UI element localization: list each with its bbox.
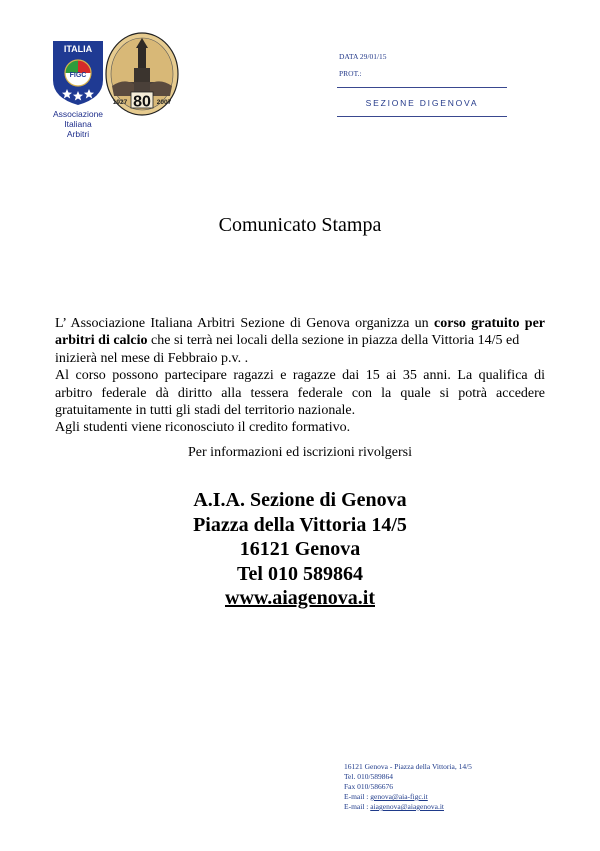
info-line: Per informazioni ed iscrizioni rivolgersi <box>188 445 412 460</box>
address-block <box>0 488 600 611</box>
assoc-line-3: Arbitri <box>66 129 90 139</box>
footer-tel: Tel. 010/589864 <box>344 772 394 781</box>
prot-label: PROT.: <box>339 69 362 78</box>
p1-lead: L’ Associazione Italiana Arbitri Sezione di Genova organizza un <box>55 316 429 331</box>
footer-email-label: E-mail : <box>344 802 369 811</box>
footer-email-row <box>344 802 564 812</box>
paragraph-course <box>55 315 545 350</box>
p1-tail: che si terrà nei locali della sezione in piazza della Vittoria 14/5 ed <box>151 333 520 349</box>
footer-email-link[interactable]: aiagenova@aiagenova.it <box>370 802 444 811</box>
footer-contacts <box>344 762 564 812</box>
aia-italia-logo <box>52 40 104 106</box>
header-divider <box>337 87 507 88</box>
header-divider <box>337 116 507 117</box>
p2-line-3: gratuitamente in tutti gli stadi del territorio nazionale. <box>55 403 356 419</box>
year-end: 2007 <box>156 99 172 106</box>
page-title: Comunicato Stampa <box>218 214 382 236</box>
date-label: DATA 29/01/15 <box>339 52 387 61</box>
italia-label: ITALIA <box>63 44 93 54</box>
anniversary-80-logo <box>104 32 180 116</box>
p1-bold-b: arbitri di calcio <box>55 333 148 349</box>
footer-email-link[interactable]: genova@aia-figc.it <box>370 792 428 801</box>
footer-email-label: E-mail : <box>344 792 369 801</box>
address-phone: Tel 010 589864 <box>237 562 363 585</box>
p1-bold-a: corso gratuito per <box>434 316 545 331</box>
anniversary-number: 80 <box>133 93 151 111</box>
website-link[interactable]: www.aiagenova.it <box>225 587 375 609</box>
year-start: 1927 <box>112 99 128 106</box>
p2-line-2: arbitro federale dà diritto alla tessera federale con la quale si potrà accedere <box>55 385 545 401</box>
figc-label: FIGC <box>69 72 87 79</box>
assoc-line-2: Italiana <box>64 119 92 129</box>
footer-email-row <box>344 792 564 802</box>
p1-last: inizierà nel mese di Febbraio p.v. . <box>55 350 249 366</box>
press-release-body <box>55 315 545 437</box>
footer-address: 16121 Genova - Piazza della Vittoria, 14/5 <box>344 762 472 771</box>
address-line-2: Piazza della Vittoria 14/5 <box>193 513 407 536</box>
address-line-1: A.I.A. Sezione di Genova <box>193 489 407 511</box>
section-label: SEZIONE DIGENOVA <box>365 98 479 108</box>
p2-line-1: Al corso possono partecipare ragazzi e ragazze dai 15 ai 35 anni. La qualifica di <box>55 368 545 384</box>
paragraph-credits: Agli studenti viene riconosciuto il credito formativo. <box>55 420 351 436</box>
association-name <box>44 109 112 139</box>
assoc-line-1: Associazione <box>52 109 104 119</box>
address-line-3: 16121 Genova <box>239 538 361 560</box>
footer-fax: Fax 010/586676 <box>344 782 393 791</box>
